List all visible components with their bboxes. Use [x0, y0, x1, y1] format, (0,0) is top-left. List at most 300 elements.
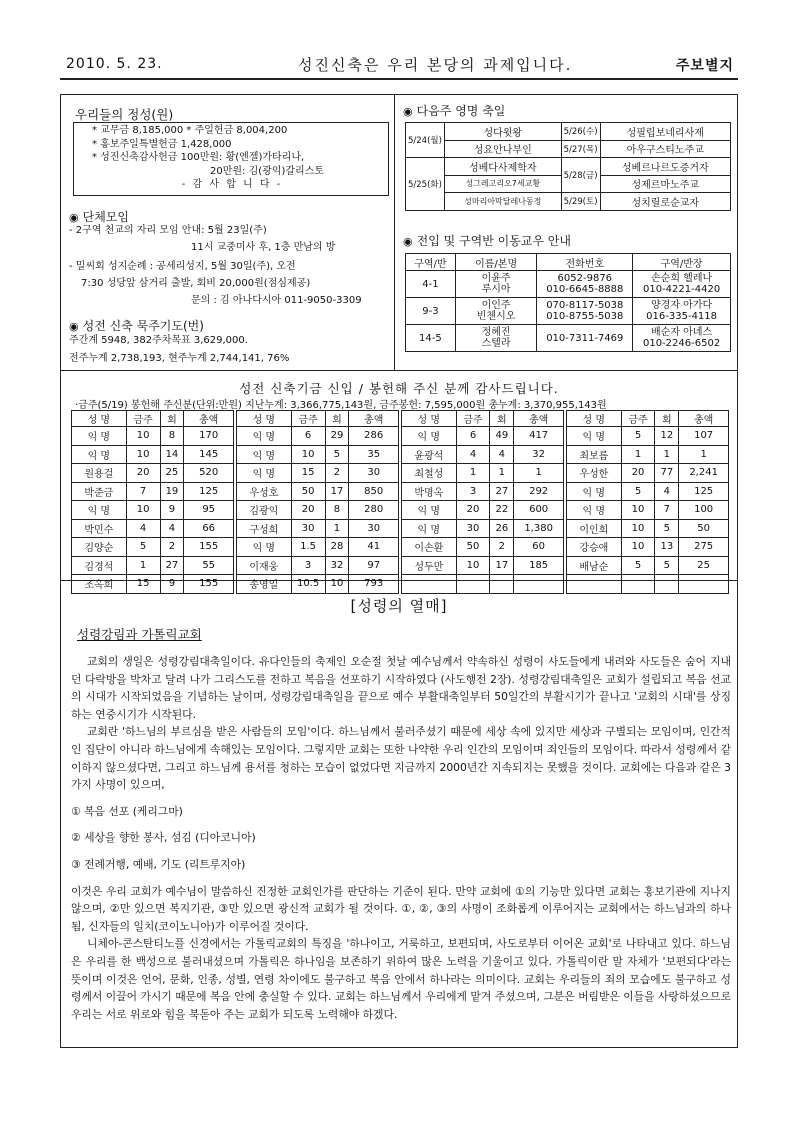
table-row: [406, 123, 731, 141]
week-amount: 1: [621, 445, 655, 464]
target-bullet-icon: ◉: [69, 211, 79, 224]
donor-name: 구성희: [237, 519, 292, 538]
total-amount: [679, 575, 729, 594]
column-header: 구역/반장: [633, 254, 731, 271]
column-header: 회: [490, 411, 514, 427]
count: 2: [490, 538, 514, 557]
donor-name: 박준금: [72, 482, 127, 501]
donor-name: 익 명: [567, 482, 622, 501]
leader-name: 양경자 아가다: [651, 300, 713, 311]
week-amount: 10: [291, 445, 325, 464]
total-amount: 286: [349, 427, 399, 446]
publication-name: 주보별지: [675, 58, 734, 74]
table-header-row: [72, 411, 234, 427]
column-header: 총액: [184, 411, 234, 427]
donor-name: 김경석: [72, 556, 127, 575]
group-line: - 2구역 천교의 자리 모임 안내: 5월 23일(주): [69, 225, 267, 236]
target-bullet-icon: ◉: [69, 320, 79, 333]
total-amount: 55: [184, 556, 234, 575]
total-amount: 850: [349, 482, 399, 501]
member-baptismal-name: 스텔라: [481, 338, 511, 349]
phone-number: 6052-9876: [557, 273, 613, 284]
count: 8: [325, 501, 349, 520]
leader-cell: [633, 298, 731, 325]
donations-table: [236, 410, 399, 594]
table-row: [567, 501, 729, 520]
offering-line: 20만원: 김(광익)갈리스토: [210, 165, 325, 177]
count: 9: [160, 575, 184, 594]
donor-name: 송영일: [237, 575, 292, 594]
column-header: 구역/반: [406, 254, 456, 271]
total-amount: 1: [514, 464, 564, 483]
total-amount: 35: [349, 445, 399, 464]
column-header: 총액: [679, 411, 729, 427]
table-row: [402, 501, 564, 520]
table-row: [237, 501, 399, 520]
table-row: [72, 427, 234, 446]
count: 1: [325, 519, 349, 538]
donor-name: 조옥희: [72, 575, 127, 594]
table-row: [72, 538, 234, 557]
feast-date: 5/27(목): [561, 140, 600, 158]
count: 4: [655, 482, 679, 501]
count: 25: [160, 464, 184, 483]
donor-name: 우성호: [237, 482, 292, 501]
moves-title: 전입 및 구역반 이동교우 안내: [416, 234, 571, 248]
name-cell: [455, 298, 537, 325]
offering-line: * 교무금 8,185,000 * 주일헌금 8,004,200: [92, 125, 288, 136]
table-row: [567, 427, 729, 446]
article-body: [71, 653, 731, 1023]
count: 29: [325, 427, 349, 446]
count: 49: [490, 427, 514, 446]
phone-number: 010-6645-8888: [546, 284, 624, 295]
total-amount: 280: [349, 501, 399, 520]
target-bullet-icon: ◉: [403, 105, 413, 118]
donations-table: [71, 410, 234, 594]
donor-name: 우성한: [567, 464, 622, 483]
group-line: 문의 : 김 아나다시아 011-9050-3309: [191, 295, 362, 306]
count: 27: [490, 482, 514, 501]
column-header: 총액: [514, 411, 564, 427]
column-header: 금주: [621, 411, 655, 427]
table-row: [72, 556, 234, 575]
left-column: [61, 95, 395, 371]
feast-date: 5/26(수): [561, 123, 600, 141]
offering-thanks: - 감 사 합 니 다 -: [181, 179, 283, 190]
table-row: [72, 445, 234, 464]
total-amount: 2,241: [679, 464, 729, 483]
count: 9: [160, 501, 184, 520]
week-amount: 20: [456, 501, 490, 520]
donor-name: 원용걸: [72, 464, 127, 483]
column-header: 총액: [349, 411, 399, 427]
week-amount: 20: [291, 501, 325, 520]
phone-number: 070-8117-5038: [546, 300, 624, 311]
rosary-line: 전주누계 2,738,193, 현주누계 2,744,141, 76%: [69, 353, 290, 364]
count: 1: [655, 445, 679, 464]
phone-number: 010-7311-7469: [546, 332, 624, 344]
offering-title: 우리들의 정성(원): [75, 107, 174, 122]
groups-title: 단체모임: [82, 210, 129, 224]
member-name: 이인주: [481, 300, 511, 311]
member-baptismal-name: 빈첸시오: [476, 311, 516, 322]
name-cell: [455, 271, 537, 298]
week-amount: 3: [456, 482, 490, 501]
table-row: [72, 575, 234, 594]
phone-number: 010-8755-5038: [546, 311, 624, 322]
donor-name: 익 명: [402, 427, 457, 446]
count: 1: [490, 464, 514, 483]
donor-name: 이손환: [402, 538, 457, 557]
group-line: 7:30 성당앞 삼거리 출발, 회비 20,000원(점심제공): [81, 278, 311, 289]
donor-name: 익 명: [402, 501, 457, 520]
top-section: [61, 95, 737, 371]
donations-table: [566, 410, 729, 594]
week-amount: 1.5: [291, 538, 325, 557]
total-amount: 100: [679, 501, 729, 520]
table-row: [402, 482, 564, 501]
count: 5: [655, 556, 679, 575]
mission-item: ③ 전례거행, 예배, 기도 (리트루지아): [71, 857, 246, 871]
count: 4: [490, 445, 514, 464]
table-row: [406, 140, 731, 158]
table-row: [567, 519, 729, 538]
count: 12: [655, 427, 679, 446]
week-amount: 10.5: [291, 575, 325, 594]
week-amount: 6: [291, 427, 325, 446]
week-amount: 10: [621, 538, 655, 557]
total-amount: 60: [514, 538, 564, 557]
column-header: 성 명: [72, 411, 127, 427]
count: 26: [490, 519, 514, 538]
count: 4: [160, 519, 184, 538]
week-amount: [456, 575, 490, 594]
table-row: [567, 575, 729, 594]
total-amount: 30: [349, 464, 399, 483]
feast-name: 성제르마노주교: [600, 175, 730, 193]
total-amount: 520: [184, 464, 234, 483]
count: 28: [325, 538, 349, 557]
week-amount: 10: [621, 519, 655, 538]
week-amount: 50: [456, 538, 490, 557]
article-subtitle: 성령강림과 가톨릭교회: [77, 627, 202, 642]
table-row: [402, 519, 564, 538]
total-amount: 30: [349, 519, 399, 538]
donor-name: 익 명: [237, 538, 292, 557]
leader-name: 손순희 헬레나: [651, 273, 713, 284]
page-header: [60, 54, 738, 80]
total-amount: 170: [184, 427, 234, 446]
feast-name: 성마리아막달레나동정: [444, 193, 561, 211]
donations-title: 성전 신축기금 신입 / 봉헌해 주신 분께 감사드립니다.: [239, 381, 559, 396]
count: 17: [325, 482, 349, 501]
feast-name: 성다윗왕: [444, 123, 561, 141]
donations-table: [401, 410, 564, 594]
table-row: [237, 464, 399, 483]
donor-name: 익 명: [567, 501, 622, 520]
week-amount: 4: [126, 519, 160, 538]
total-amount: 25: [679, 556, 729, 575]
total-amount: 185: [514, 556, 564, 575]
total-amount: [514, 575, 564, 594]
table-row: [567, 445, 729, 464]
week-amount: 1: [456, 464, 490, 483]
column-header: 성 명: [567, 411, 622, 427]
week-amount: 5: [126, 538, 160, 557]
column-header: 회: [655, 411, 679, 427]
count: 22: [490, 501, 514, 520]
table-row: [402, 427, 564, 446]
column-header: 전화번호: [537, 254, 633, 271]
week-amount: 4: [456, 445, 490, 464]
column-header: 회: [160, 411, 184, 427]
week-amount: 5: [621, 482, 655, 501]
donor-name: 익 명: [72, 445, 127, 464]
total-amount: 97: [349, 556, 399, 575]
table-row: [237, 445, 399, 464]
column-header: 성 명: [237, 411, 292, 427]
table-row: [237, 556, 399, 575]
donor-name: 익 명: [567, 427, 622, 446]
week-amount: 20: [126, 464, 160, 483]
table-row: [406, 158, 731, 176]
column-header: 금주: [456, 411, 490, 427]
offering-line: * 홍보주일특별헌금 1,428,000: [92, 138, 232, 150]
column-header: 금주: [291, 411, 325, 427]
article-paragraph: 교회란 '하느님의 부르심을 받은 사람들의 모임'이다. 하느님께서 불러주셨기 때문에 세상 속에 있지만 세상과 구별되는 모임이며, 인간적인 집단이 아니라 하느님에게 속해있는 모임이다. 그렇지만 교회는 또한 나약한 우리 인간의 모임이며 죄인들의 모임이다. 따라서 성령께서 같이하지 않으셨다면, 그리고 하느님께 용서를 청하는 모습이 없었다면 지금까지 2000년간 지속되지는 못했을 것이다. 교회에는 다음과 같은 3가지 사명이 있으며,: [71, 725, 731, 792]
feast-date: 5/24(월): [406, 123, 445, 158]
leader-cell: [633, 325, 731, 352]
table-row: [567, 482, 729, 501]
feast-date: 5/25(화): [406, 158, 445, 211]
feast-name: 성그레고리오7세교황: [444, 175, 561, 193]
total-amount: 107: [679, 427, 729, 446]
count: 2: [325, 464, 349, 483]
member-name: 정혜진: [481, 327, 511, 338]
total-amount: 41: [349, 538, 399, 557]
donor-name: 배남순: [567, 556, 622, 575]
week-amount: 20: [621, 464, 655, 483]
total-amount: 155: [184, 575, 234, 594]
table-row: [72, 464, 234, 483]
header-motto: 성진신축은 우리 본당의 과제입니다.: [298, 56, 573, 74]
column-header: 이름/본명: [455, 254, 537, 271]
feast-name: 성필립보네리사제: [600, 123, 730, 141]
donor-name: 익 명: [237, 427, 292, 446]
total-amount: 50: [679, 519, 729, 538]
leader-phone: 010-4221-4420: [642, 284, 721, 295]
table-row: [402, 575, 564, 594]
week-amount: 15: [291, 464, 325, 483]
column-header: 회: [325, 411, 349, 427]
week-amount: 5: [621, 556, 655, 575]
total-amount: 1: [679, 445, 729, 464]
article-paragraph: 이것은 우리 교회가 예수님이 말씀하신 진정한 교회인가를 판단하는 기준이 된다. 만약 교회에 ①의 기능만 있다면 교회는 홍보기관에 지나지 않으며, ②만 있으면 복지기관, ③만 있으면 광신적 교회가 될 것이다. ①, ②, ③의 사명이 조화롭게 이루어지는 교회에서는 하느님과의 하나됨, 신자들의 일치(코이노니아)가 이루어질 것이다.: [71, 884, 731, 933]
count: 17: [490, 556, 514, 575]
week-amount: 50: [291, 482, 325, 501]
zone-cell: 14-5: [406, 325, 456, 352]
rosary-line: 주간계 5948, 382주차목표 3,629,000.: [69, 335, 248, 346]
table-row: [406, 271, 731, 298]
donor-name: 이재웅: [237, 556, 292, 575]
feast-name: 성베다사제학자: [444, 158, 561, 176]
count: 7: [655, 501, 679, 520]
week-amount: 10: [621, 501, 655, 520]
article-paragraph: 교회의 생일은 성령강림대축일이다. 유다인들의 축제인 오순절 첫날 예수님께서 약속하신 성령이 사도들에게 내려와 사도들은 숨어 지내던 다락방을 박차고 달려 나가 그리스도를 전하고 복음을 선포하기 시작하였다 (사도행전 2장). 성령강림대축일은 교회가 설립되고 복음 선교의 시대가 시작되었음을 기념하는 날이며, 성령강림대축일을 끝으로 예수 부활대축일부터 50일간의 부활시기가 끝나고 '교회의 시대'를 상징하는 연중시기가 시작된다.: [71, 655, 731, 721]
donations-section: [61, 371, 737, 592]
table-row: [402, 464, 564, 483]
donor-name: 익 명: [237, 445, 292, 464]
week-amount: 10: [126, 445, 160, 464]
donor-name: 성두만: [402, 556, 457, 575]
donor-name: 박민수: [72, 519, 127, 538]
total-amount: 125: [184, 482, 234, 501]
donor-name: 이인희: [567, 519, 622, 538]
group-line: 11시 교중미사 후, 1층 만남의 방: [191, 242, 336, 253]
total-amount: 66: [184, 519, 234, 538]
feast-name: 성요안나부인: [444, 140, 561, 158]
right-column: [395, 95, 737, 371]
count: 19: [160, 482, 184, 501]
donor-name: 익 명: [402, 519, 457, 538]
count: 5: [655, 519, 679, 538]
count: 13: [655, 538, 679, 557]
table-row: [237, 519, 399, 538]
donor-name: [402, 575, 457, 594]
total-amount: 145: [184, 445, 234, 464]
total-amount: 793: [349, 575, 399, 594]
donor-name: 최철성: [402, 464, 457, 483]
phone-cell: [537, 271, 633, 298]
week-amount: 30: [291, 519, 325, 538]
content-frame: [60, 94, 738, 1048]
table-row: [402, 556, 564, 575]
member-baptismal-name: 루시아: [481, 284, 511, 295]
donor-name: 김광익: [237, 501, 292, 520]
feast-name: 성치릴로순교자: [600, 193, 730, 211]
mission-item: ② 세상을 향한 봉사, 섬김 (디아코니아): [71, 831, 256, 845]
total-amount: 600: [514, 501, 564, 520]
column-header: 성 명: [402, 411, 457, 427]
count: 14: [160, 445, 184, 464]
donor-name: 김양순: [72, 538, 127, 557]
table-header-row: [402, 411, 564, 427]
table-row: [72, 519, 234, 538]
donor-name: 익 명: [72, 501, 127, 520]
leader-phone: 016-335-4118: [646, 311, 718, 322]
week-amount: 1: [126, 556, 160, 575]
week-amount: 15: [126, 575, 160, 594]
column-header: 금주: [126, 411, 160, 427]
table-row: [402, 445, 564, 464]
week-amount: 7: [126, 482, 160, 501]
week-amount: 10: [456, 556, 490, 575]
feast-date: 5/28(금): [561, 158, 600, 193]
total-amount: 1,380: [514, 519, 564, 538]
count: 27: [160, 556, 184, 575]
name-cell: [455, 325, 537, 352]
count: 2: [160, 538, 184, 557]
total-amount: 292: [514, 482, 564, 501]
feastday-table: [405, 122, 731, 211]
offering-box: [73, 122, 389, 196]
table-row: [567, 556, 729, 575]
table-header-row: [567, 411, 729, 427]
group-line: - 밀씨회 성지순례 : 공세리성지, 5월 30일(주), 오전: [69, 261, 296, 272]
donor-name: 익 명: [237, 464, 292, 483]
zone-cell: 9-3: [406, 298, 456, 325]
week-amount: 6: [456, 427, 490, 446]
total-amount: 417: [514, 427, 564, 446]
mission-item: ① 복음 선포 (케리그마): [71, 804, 183, 818]
donor-name: 박명옥: [402, 482, 457, 501]
phone-cell: [537, 325, 633, 352]
total-amount: 95: [184, 501, 234, 520]
offering-line: * 성진신축감사헌금 100만원: 황(엔젤)가타리나,: [92, 152, 305, 163]
week-amount: 10: [126, 501, 160, 520]
table-row: [402, 538, 564, 557]
member-name: 이윤주: [481, 273, 511, 284]
rosary-title: 성전 신축 묵주기도(번): [82, 319, 204, 333]
total-amount: 155: [184, 538, 234, 557]
week-amount: [621, 575, 655, 594]
table-row: [406, 193, 731, 211]
feastday-title: 다음주 영명 축일: [416, 104, 506, 118]
article-title: [성령의 열매]: [350, 597, 448, 615]
donor-name: 익 명: [72, 427, 127, 446]
table-row: [567, 538, 729, 557]
feast-name: 아우구스티노주교: [600, 140, 730, 158]
table-row: [237, 575, 399, 594]
feast-date: 5/29(토): [561, 193, 600, 211]
week-amount: 5: [621, 427, 655, 446]
zone-cell: 4-1: [406, 271, 456, 298]
total-amount: 32: [514, 445, 564, 464]
table-row: [406, 325, 731, 352]
table-row: [72, 501, 234, 520]
count: 32: [325, 556, 349, 575]
donor-name: 윤광석: [402, 445, 457, 464]
phone-cell: [537, 298, 633, 325]
week-amount: 3: [291, 556, 325, 575]
table-row: [237, 427, 399, 446]
moves-heading: [403, 232, 571, 249]
article-paragraph: 니체아-콘스탄티노플 신경에서는 가톨릭교회의 특징을 '하나이고, 거룩하고, 보편되며, 사도로부터 이어온 교회'로 나타내고 있다. 하느님은 우리를 한 백성으로 불러내셨으며 가톨릭은 하나임을 보존하기 위하여 많은 노력을 기울이고 있다. 가톨릭이란 말 자체가 '보편되다'라는 뜻이며 이것은 언어, 문화, 인종, 성별, 연령 차이에도 불구하고 복음 안에서 하나라는 의미이다. 교회는 우리들의 죄의 모습에도 불구하고 성령께서 이끌어 가시기 때문에 복음 안에 충실할 수 있다. 교회는 하느님께서 우리에게 맡겨 주셨으며, 그분은 버림받은 이들을 사랑하셨으므로 우리는 서로 위로와 힘을 북돋아 주는 교회가 되도록 노력해야 하겠다.: [71, 937, 731, 1021]
table-row: [237, 538, 399, 557]
donations-summary: ·금주(5/19) 봉헌해 주신분(단위:만원) 지난누계: 3,366,775,143원, 금주봉헌: 7,595,000원 총누계: 3,370,955,143원: [75, 400, 607, 411]
count: 77: [655, 464, 679, 483]
total-amount: 125: [679, 482, 729, 501]
donor-name: 최보름: [567, 445, 622, 464]
feastday-heading: [403, 102, 505, 119]
target-bullet-icon: ◉: [403, 235, 413, 248]
donor-name: 강승애: [567, 538, 622, 557]
leader-phone: 010-2246-6502: [642, 338, 721, 349]
table-row: [406, 298, 731, 325]
count: 8: [160, 427, 184, 446]
table-header-row: [406, 254, 731, 271]
total-amount: 275: [679, 538, 729, 557]
week-amount: 30: [456, 519, 490, 538]
issue-date: 2010. 5. 23.: [66, 56, 163, 72]
feast-name: 성베르나르도증거자: [600, 158, 730, 176]
leader-cell: [633, 271, 731, 298]
count: [490, 575, 514, 594]
count: [655, 575, 679, 594]
table-header-row: [237, 411, 399, 427]
count: 10: [325, 575, 349, 594]
